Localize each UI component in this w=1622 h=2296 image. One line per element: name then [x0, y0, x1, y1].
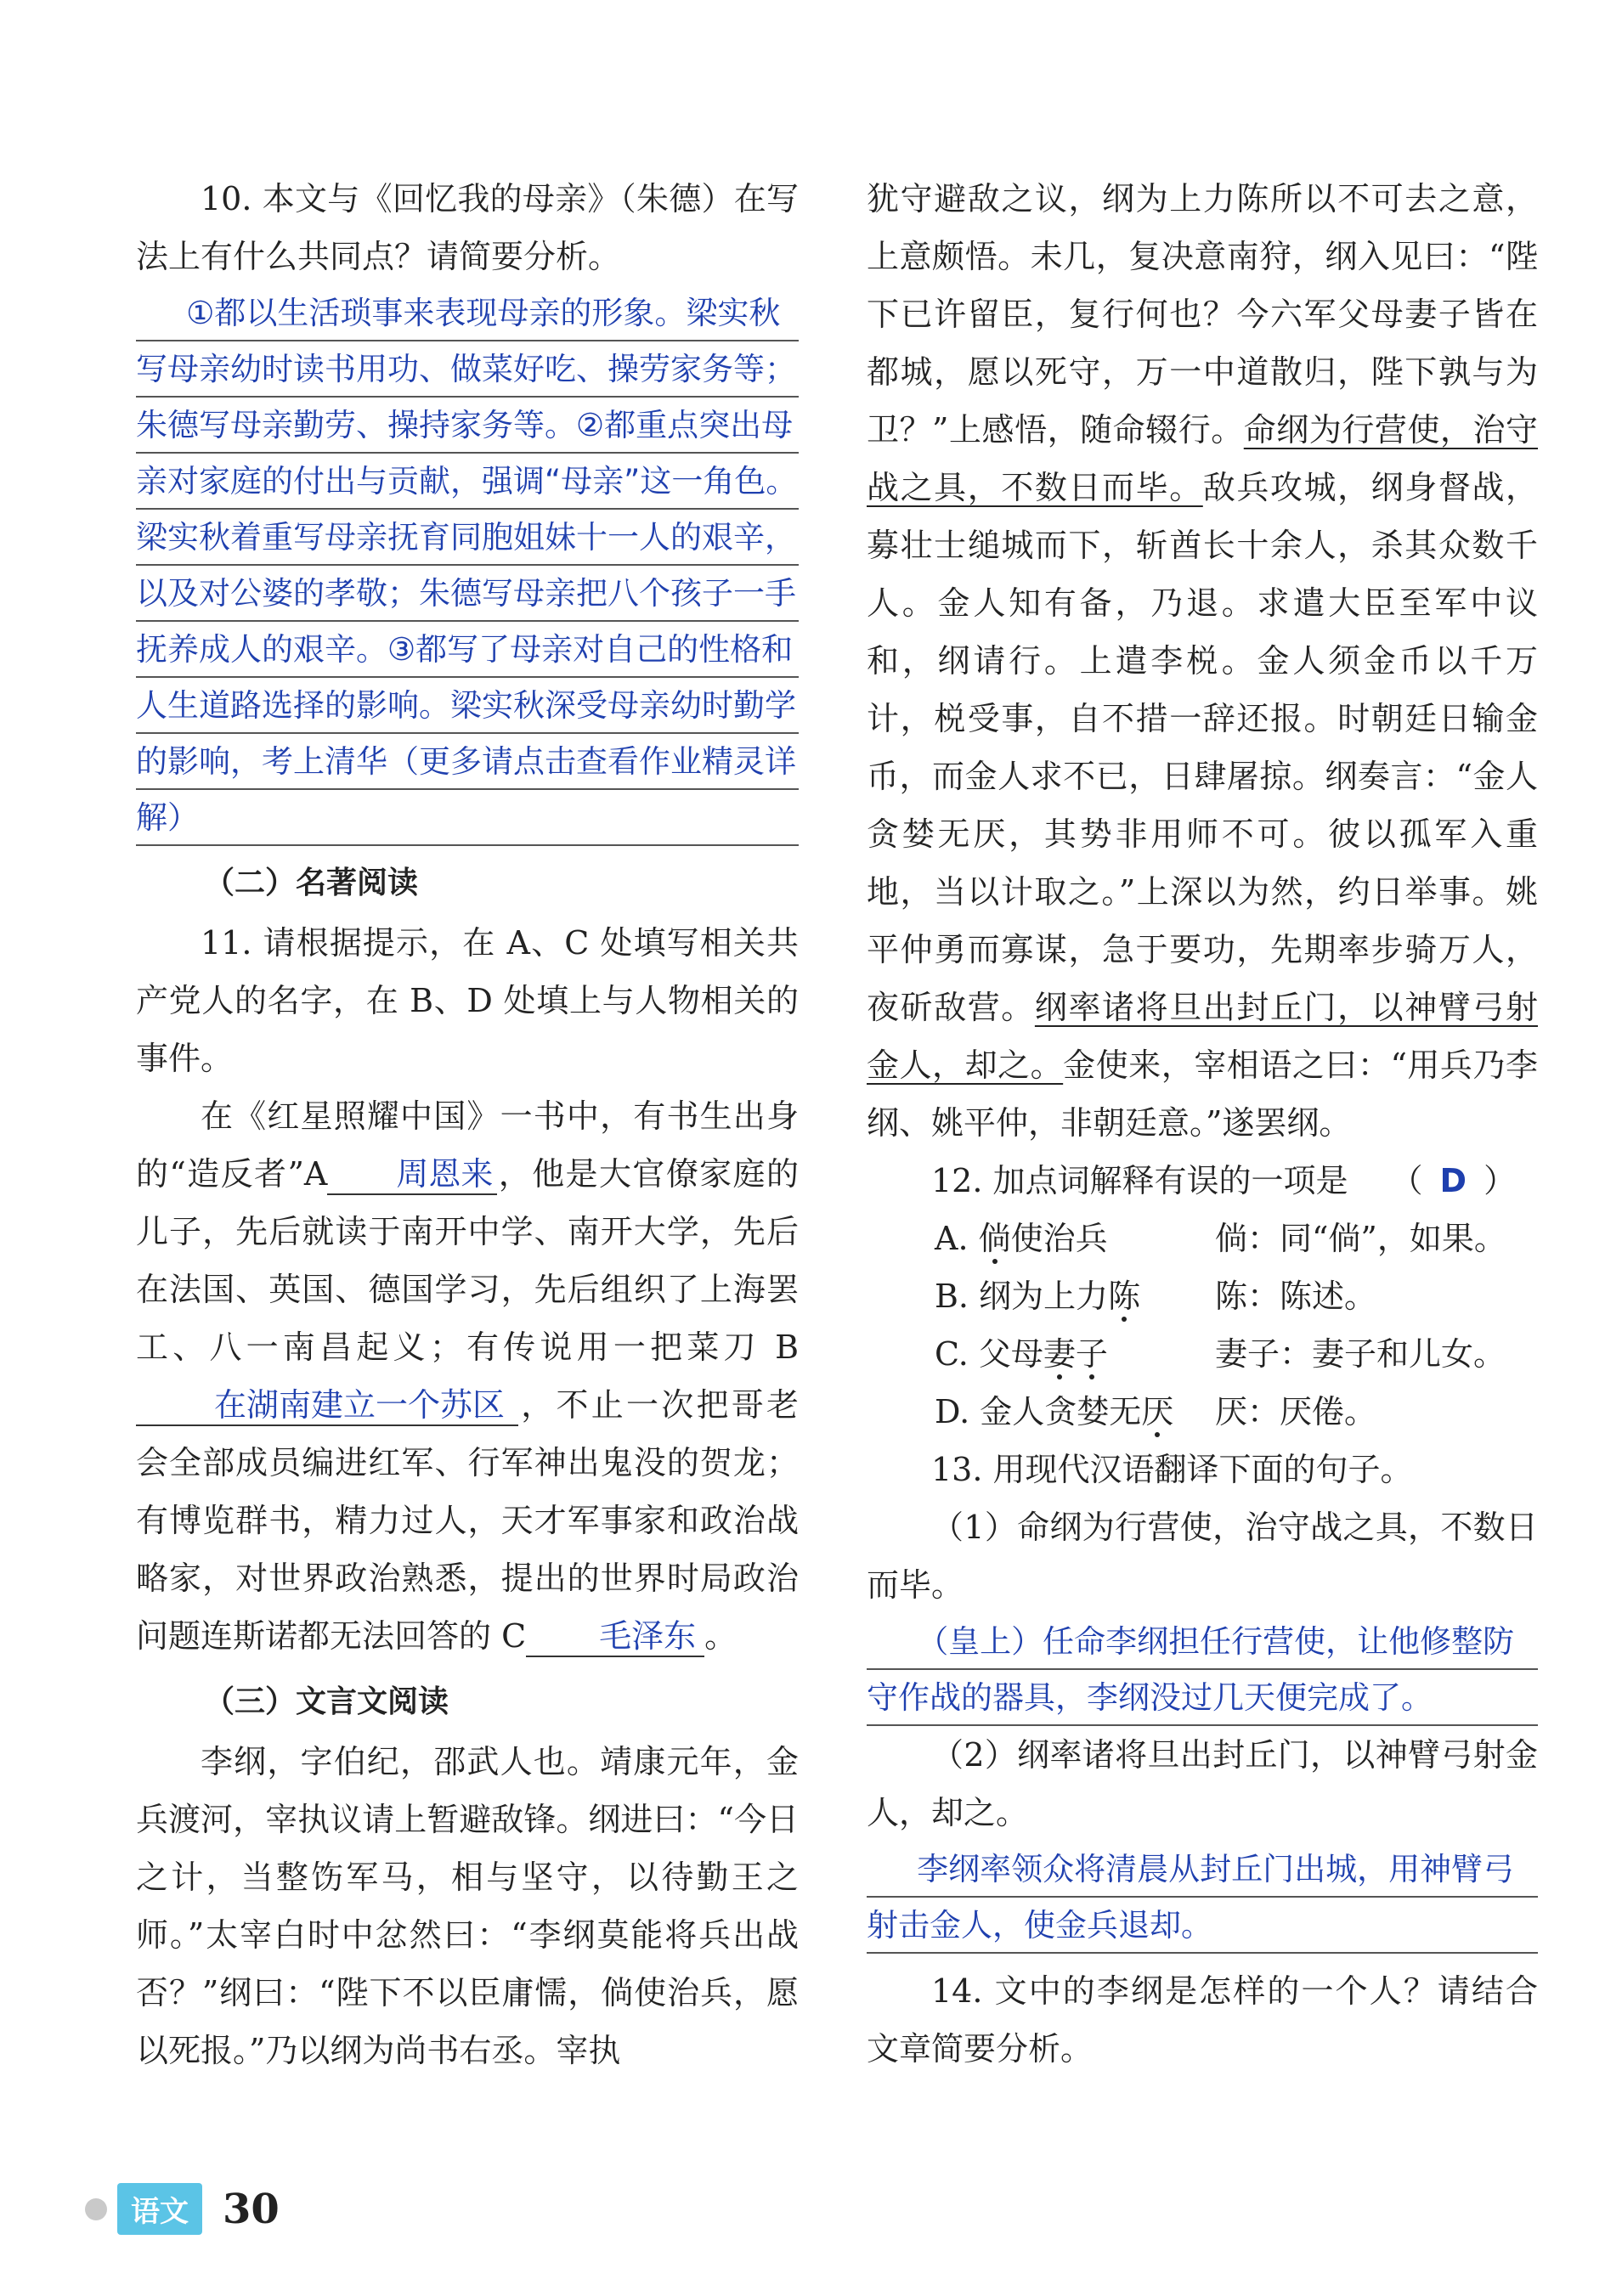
passage-left: 李纲，字伯纪，邵武人也。靖康元年，金兵渡河，宰执议请上暂避敌锋。纲进曰：“今日之计，当整饬军马，相与坚守，以待勤王之师。”太宰白时中忿然曰：“李纲莫能将兵出战否？”纲曰：“陛下不以臣庸懦，倘使治兵，愿以死报。”乃以纲为尚书右丞。宰执 [136, 1743, 799, 2069]
section-2-title: （二）名著阅读 [204, 866, 419, 900]
q12-option-explanation: 倘：同“倘”，如果。 [1215, 1220, 1506, 1257]
passage-part-1: 犹守避敌之议，纲为上力陈所以不可去之意，上意颇悟。未几，复决意南狩，纲入见曰：“陛下已许留臣，复行何也？今六军父母妻子皆在都城，愿以死守，万一中道散归，陛下孰与为卫？”上感悟，随命辍行。 [867, 180, 1538, 448]
q11-text-4: 。 [704, 1617, 738, 1655]
q12-option-explanation: 厌：厌倦。 [1215, 1393, 1377, 1430]
passage-part-5: 金使来，宰相语之曰：“用兵乃李纲、姚平仲，非朝廷意。”遂罢纲。 [867, 1046, 1538, 1142]
q12-option-explanation: 陈：陈述。 [1215, 1278, 1377, 1315]
passage-right [867, 170, 1538, 1152]
q11-text-2: ，他是大官僚家庭的儿子，先后就读于南开中学、南开大学，先后在法国、英国、德国学习，先后组织了上海罢工、八一南昌起义；有传说用一把菜刀 B [136, 1155, 799, 1366]
q12-option [867, 1383, 1538, 1441]
q12-option [867, 1210, 1538, 1267]
q14-question: 14. 文中的李纲是怎样的一个人？请结合文章简要分析。 [867, 1972, 1538, 2068]
passage-part-3: 敌兵攻城，纲身督战，募壮士缒城而下，斩酋长十余人，杀其众数千人。金人知有备，乃退。求遣大臣至军中议和，纲请行。上遣李棁。金人须金币以千万计，棁受事，自不措一辞还报。时朝廷日输金币，而金人求不已，日肆屠掠。纲奏言：“金人贪婪无厌，其势非用师不可。彼以孤军入重地，当以计取之。”上深以为然，约日举事。姚平仲勇而寡谋，急于要功，先期率步骑万人，夜斫敌营。 [867, 469, 1538, 1026]
q11-body [136, 1087, 799, 1665]
q10-answer: ①都以生活琐事来表现母亲的形象。梁实秋写母亲幼时读书用功、做菜好吃、操劳家务等；朱德写母亲勤劳、操持家务等。②都重点突出母亲对家庭的付出与贡献，强调“母亲”这一角色。梁实秋着重写母亲抚育同胞姐妹十一人的艰辛，以及对公婆的孝敬；朱德写母亲把八个孩子一手抚养成人的艰辛。③都写了母亲对自己的性格和人生道路选择的影响。梁实秋深受母亲幼时勤学的影响，考上清华（更多请点击查看作业精灵详解） [136, 285, 799, 846]
dotted-word: 陈 [1108, 1278, 1141, 1315]
q12-option [867, 1267, 1538, 1325]
blank-a[interactable]: 周恩来 [327, 1154, 497, 1195]
q12-option-phrase: A. 倘使治兵 [935, 1220, 1108, 1257]
q12-answer: D [1439, 1162, 1467, 1199]
q12-option-phrase: C. 父母妻子 [935, 1335, 1108, 1373]
decor-circle-icon [85, 2198, 107, 2220]
blank-c[interactable]: 毛泽东 [526, 1616, 704, 1657]
q11-text-3: ，不止一次把哥老会全部成员编进红军、行军神出鬼没的贺龙；有博览群书，精力过人，天才军事家和政治战略家，对世界政治熟悉，提出的世界时局政治问题连斯诺都无法回答的 C [136, 1386, 799, 1655]
q13-sentence-2: （2）纲率诸将旦出封丘门，以神臂弓射金人，却之。 [867, 1736, 1538, 1831]
section-3-title: （三）文言文阅读 [204, 1684, 449, 1719]
q13-question: 13. 用现代汉语翻译下面的句子。 [931, 1451, 1413, 1488]
dotted-word: 倘 [978, 1220, 1011, 1257]
q13-answer-2: 李纲率领众将清晨从封丘门出城，用神臂弓射击金人，使金兵退却。 [867, 1842, 1538, 1954]
q11-question: 11. 请根据提示，在 A、C 处填写相关共产党人的名字，在 B、D 处填上与人物相关的事件。 [136, 924, 799, 1077]
passage-underlined-1: 命纲为行营使，治守战之具，不数日而毕。 [867, 411, 1538, 506]
passage-underlined-2: 纲率诸将旦出封丘门，以神臂弓射金人，却之。 [867, 989, 1538, 1084]
q12-question: 12. 加点词解释有误的一项是 （ D ） [931, 1162, 1517, 1199]
right-column [867, 170, 1538, 2078]
left-column [136, 170, 799, 2079]
q12-option [867, 1325, 1538, 1383]
q12-option-explanation: 妻子：妻子和儿女。 [1215, 1335, 1506, 1373]
q12-option-phrase: D. 金人贪婪无厌 [935, 1393, 1174, 1430]
q12-question-text: 12. 加点词解释有误的一项是 [931, 1162, 1348, 1199]
q10-question: 10. 本文与《回忆我的母亲》（朱德）在写法上有什么共同点？请简要分析。 [136, 180, 799, 275]
dotted-word: 厌 [1141, 1393, 1174, 1430]
subject-tab: 语文 [117, 2183, 202, 2235]
blank-b[interactable]: 在湖南建立一个苏区 [136, 1385, 518, 1426]
page-number: 30 [223, 2185, 280, 2233]
q12-option-phrase: B. 纲为上力陈 [935, 1278, 1141, 1315]
q11-text-1: 在《红星照耀中国》一书中，有书生出身的“造反者”A [136, 1097, 799, 1193]
q12-options [867, 1210, 1538, 1441]
q13-answer-1: （皇上）任命李纲担任行营使，让他修整防守作战的器具，李纲没过几天便完成了。 [867, 1614, 1538, 1726]
dotted-word: 妻子 [1043, 1335, 1108, 1373]
q13-sentence-1: （1）命纲为行营使，治守战之具，不数日而毕。 [867, 1509, 1538, 1604]
page-footer [85, 2183, 280, 2235]
